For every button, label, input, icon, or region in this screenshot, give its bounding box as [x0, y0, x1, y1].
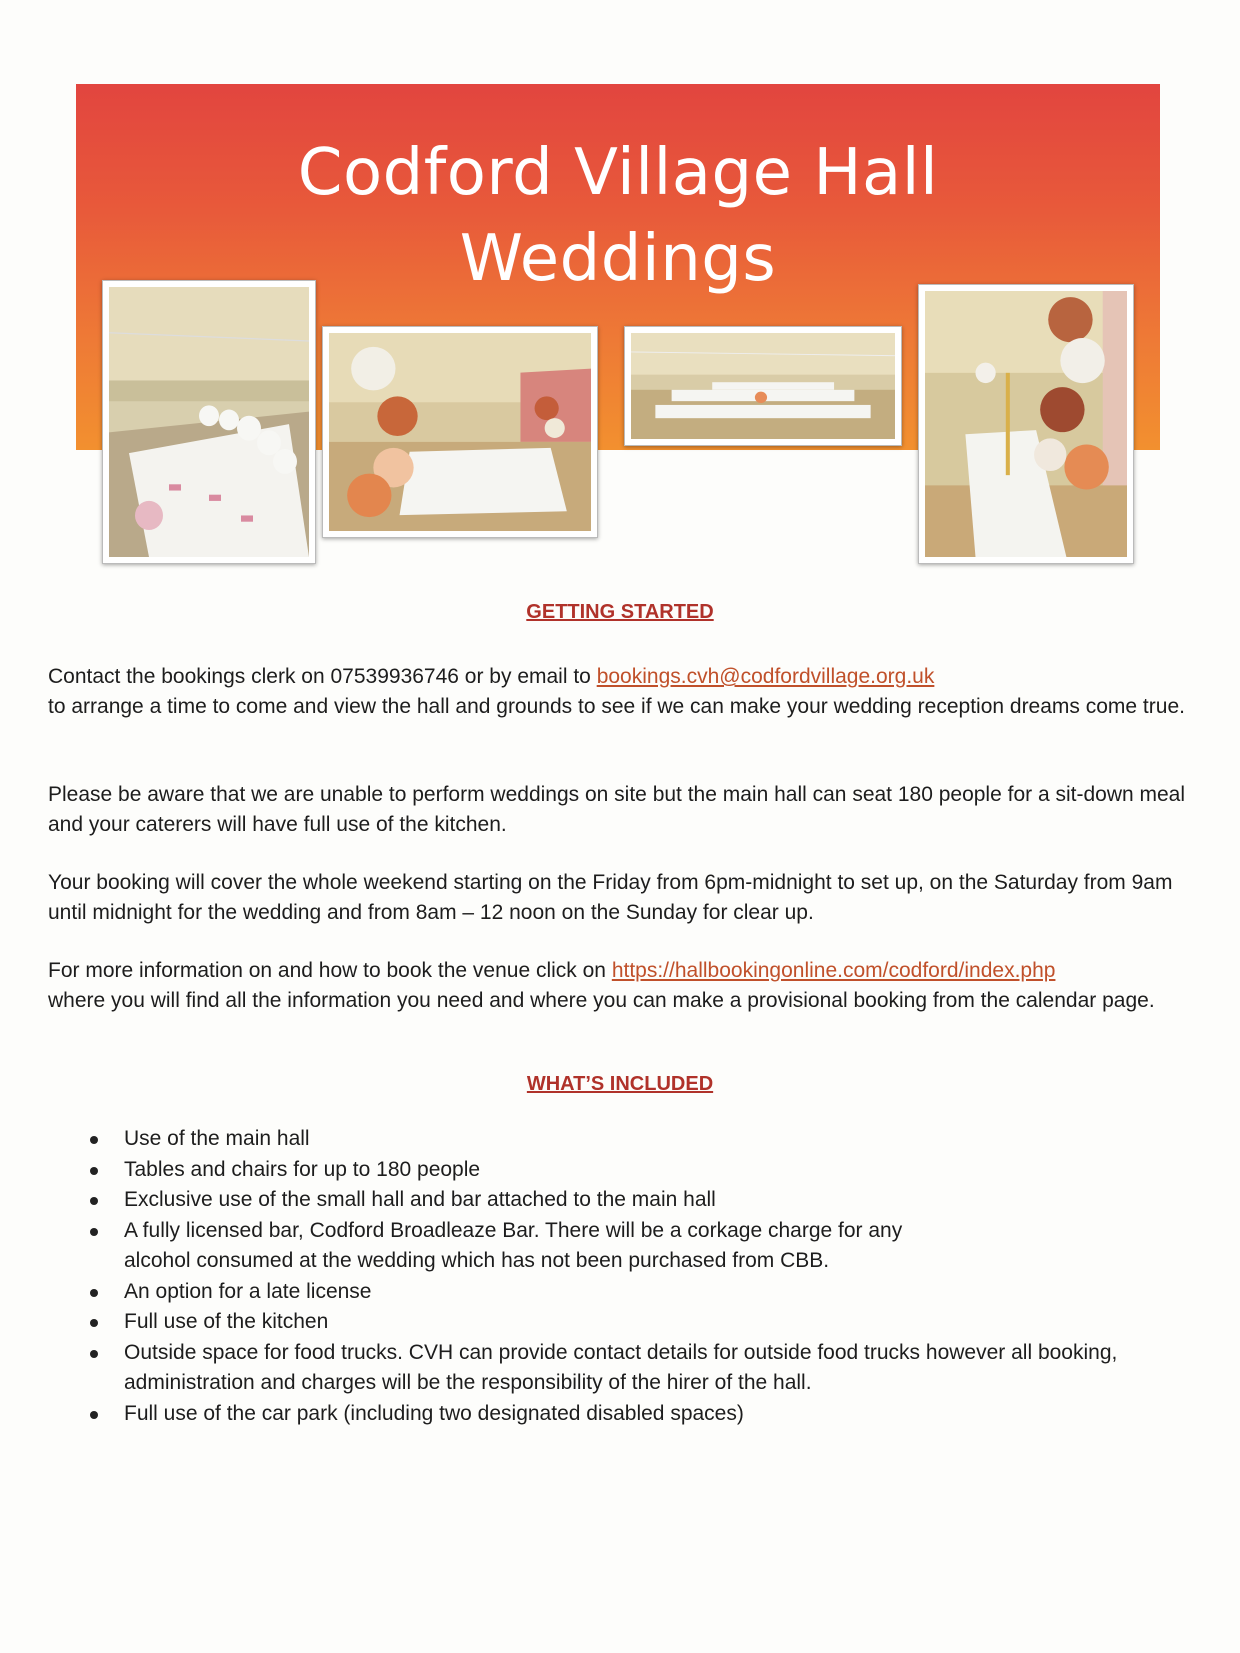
list-item-text: Exclusive use of the small hall and bar attached to the main hall: [124, 1188, 716, 1211]
bullet-icon: [90, 1167, 98, 1175]
list-item-text: Use of the main hall: [124, 1127, 310, 1150]
list-item: [88, 1155, 1188, 1186]
list-item-text: Tables and chairs for up to 180 people: [124, 1157, 481, 1181]
contact-text-rest: to arrange a time to come and view the hall and grounds to see if we can make your wedding reception dreams come true.: [48, 694, 1185, 718]
title-line-1: Codford Village Hall: [297, 136, 939, 210]
bullet-icon: [90, 1136, 98, 1144]
whats-included-heading: WHAT’S INCLUDED: [526, 1073, 714, 1095]
hall-photo-1: [102, 280, 316, 564]
more-info-text-rest: where you will find all the information you need and where you can make a provisional booking from the calendar page.: [48, 988, 1155, 1012]
list-item: [88, 1399, 1188, 1430]
list-item: [88, 1307, 1188, 1338]
list-item-text: An option for a late license: [124, 1279, 372, 1303]
list-item-text: Full use of the car park (including two designated disabled spaces): [124, 1401, 744, 1425]
paragraph-contact: [48, 662, 1208, 721]
booking-email-link[interactable]: bookings.cvh@codfordvillage.org.uk: [596, 665, 935, 688]
hall-photo-2: [322, 326, 598, 538]
bullet-icon: [90, 1411, 98, 1419]
hall-booking-link[interactable]: https://hallbookingonline.com/codford/index.php: [611, 959, 1056, 982]
getting-started-heading: GETTING STARTED: [526, 601, 714, 623]
list-item: [88, 1124, 1188, 1155]
paragraph-more-info: [48, 956, 1208, 1015]
list-item: [88, 1216, 954, 1277]
hall-photo-4: [918, 284, 1134, 564]
list-item: [88, 1338, 1188, 1399]
title-line-2: Weddings: [459, 222, 777, 296]
list-item-text: Full use of the kitchen: [124, 1310, 329, 1333]
bullet-icon: [90, 1197, 98, 1205]
list-item: [88, 1277, 1188, 1308]
bullet-icon: [90, 1228, 98, 1236]
bullet-icon: [90, 1350, 98, 1358]
list-item: [88, 1185, 1188, 1216]
contact-text: Contact the bookings clerk on 07539936746 or by email to: [48, 665, 597, 688]
more-info-text: For more information on and how to book the venue click on: [48, 959, 612, 982]
list-item-text: A fully licensed bar, Codford Broadleaze Bar. There will be a corkage charge for any alcohol consumed at the wedding which has not been purchased from CBB.: [124, 1218, 903, 1272]
paragraph-capacity: Please be aware that we are unable to perform weddings on site but the main hall can seat 180 people for a sit-down meal and your caterers will have full use of the kitchen.: [48, 783, 1186, 836]
list-item-text: Outside space for food trucks. CVH can provide contact details for outside food trucks however all booking, administration and charges will be the responsibility of the hirer of the hall.: [124, 1340, 1118, 1394]
paragraph-booking-times: Your booking will cover the whole weekend starting on the Friday from 6pm-midnight to set up, on the Saturday from 9am until midnight for the wedding and from 8am – 12 noon on the Sunday for clear up.: [48, 871, 1173, 924]
hall-photo-3: [624, 326, 902, 446]
page-title: [76, 130, 1160, 302]
bullet-icon: [90, 1319, 98, 1327]
included-list: [88, 1124, 1188, 1429]
bullet-icon: [90, 1289, 98, 1297]
